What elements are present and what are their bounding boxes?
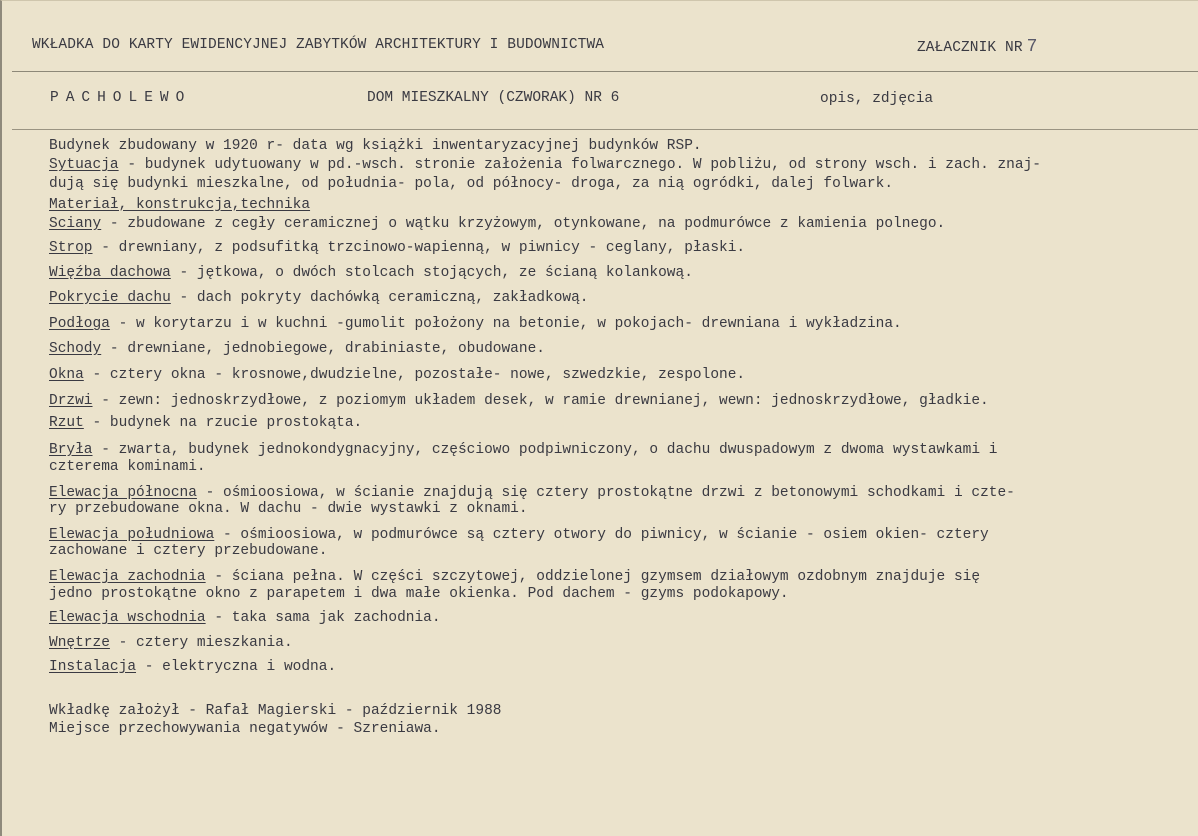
sytuacja-text: - budynek udytuowany w pd.-wsch. stronie założenia folwarcznego. W pobliżu, od strony wsch. i zach. znaj- (118, 157, 1041, 173)
building-name: DOM MIESZKALNY (CZWORAK) NR 6 (367, 90, 620, 106)
drzwi-text: - zewn: jednoskrzydłowe, z poziomym układem desek, w ramie drewnianej, wewn: jednoskrzydłowe, gładkie. (92, 393, 989, 409)
card-header (32, 37, 1172, 57)
card-title: WKŁADKA DO KARTY EWIDENCYJNEJ ZABYTKÓW ARCHITEKTURY I BUDOWNICTWA (32, 37, 605, 53)
subheader-divider (12, 129, 1198, 130)
elewacja-poludniowa-line-2: zachowane i cztery przebudowane. (49, 543, 328, 559)
wiezba-text: - jętkowa, o dwóch stolcach stojących, ze ścianą kolankową. (170, 265, 693, 281)
annex-label (917, 37, 1038, 57)
sytuacja-line-1 (49, 157, 1041, 173)
okna-text: - cztery okna - krosnowe,dwudzielne, pozostałe- nowe, szwedzkie, zespolone. (83, 367, 746, 383)
header-divider (12, 71, 1198, 72)
schody-label: Schody (49, 341, 102, 357)
wnetrze-label: Wnętrze (49, 635, 110, 651)
strop-text: - drewniany, z podsufitką trzcinowo-wapienną, w piwnicy - ceglany, płaski. (92, 240, 746, 256)
wnetrze-text: - cztery mieszkania. (109, 635, 293, 651)
footer-negatives: Miejsce przechowywania negatywów - Szreniawa. (49, 721, 441, 737)
instalacja-text: - elektryczna i wodna. (136, 659, 337, 675)
elewacja-wschodnia-label: Elewacja wschodnia (49, 610, 206, 626)
bryla-line-1 (49, 442, 997, 458)
sciany-label: Sciany (49, 216, 102, 232)
elewacja-wschodnia-text: - taka sama jak zachodnia. (205, 610, 441, 626)
instalacja-label: Instalacja (49, 659, 137, 675)
strop-line (49, 240, 745, 256)
locality-name: PACHOLEWO (50, 90, 192, 106)
wiezba-line (49, 265, 693, 281)
elewacja-zachodnia-label: Elewacja zachodnia (49, 569, 206, 585)
rzut-text: - budynek na rzucie prostokąta. (83, 415, 363, 431)
bryla-label: Bryła (49, 442, 93, 458)
intro-line: Budynek zbudowany w 1920 r- data wg książki inwentaryzacyjnej budynków RSP. (49, 138, 702, 154)
rzut-label: Rzut (49, 415, 84, 431)
podloga-text: - w korytarzu i w kuchni -gumolit położony na betonie, w pokojach- drewniana i wykładzina. (109, 316, 902, 332)
rzut-line (49, 415, 362, 431)
pokrycie-text: - dach pokryty dachówką ceramiczną, zakładkową. (170, 290, 589, 306)
drzwi-line (49, 393, 989, 409)
pokrycie-line (49, 290, 589, 306)
elewacja-zachodnia-text: - ściana pełna. W części szczytowej, oddzielonej gzymsem działowym ozdobnym znajduje się (205, 569, 981, 585)
bryla-line-2: czterema kominami. (49, 459, 206, 475)
pokrycie-label: Pokrycie dachu (49, 290, 171, 306)
sytuacja-label: Sytuacja (49, 157, 119, 173)
okna-line (49, 367, 745, 383)
sciany-line (49, 216, 945, 232)
footer-author: Wkładkę założył - Rafał Magierski - październik 1988 (49, 703, 502, 719)
elewacja-poludniowa-line-1 (49, 527, 989, 543)
wnetrze-line (49, 635, 293, 651)
drzwi-label: Drzwi (49, 393, 93, 409)
elewacja-zachodnia-line-2: jedno prostokątne okno z parapetem i dwa małe okienka. Pod dachem - gzyms podokapowy. (49, 586, 789, 602)
annex-text: ZAŁACZNIK NR (917, 40, 1023, 56)
elewacja-poludniowa-text: - ośmioosiowa, w podmurówce są cztery otwory do piwnicy, w ścianie - osiem okien- cztery (214, 527, 989, 543)
elewacja-wschodnia-line (49, 610, 441, 626)
sytuacja-line-2: dują się budynki mieszkalne, od południa- pola, od północy- droga, za nią ogródki, dalej folwark. (49, 176, 894, 192)
elewacja-polnocna-label: Elewacja północna (49, 485, 197, 501)
schody-line (49, 341, 545, 357)
elewacja-polnocna-line-1 (49, 485, 1015, 501)
elewacja-polnocna-line-2: ry przebudowane okna. W dachu - dwie wystawki z oknami. (49, 501, 528, 517)
elewacja-poludniowa-label: Elewacja południowa (49, 527, 215, 543)
elewacja-polnocna-text: - ośmioosiowa, w ścianie znajdują się cztery prostokątne drzwi z betonowymi schodkami i czte- (196, 485, 1015, 501)
section-heading (49, 197, 310, 213)
sciany-text: - zbudowane z cegły ceramicznej o wątku krzyżowym, otynkowane, na podmurówce z kamienia polnego. (101, 216, 946, 232)
elewacja-zachodnia-line-1 (49, 569, 980, 585)
bryla-text: - zwarta, budynek jednokondygnacyjny, częściowo podpiwniczony, o dachu dwuspadowym z dwoma wystawkami i (92, 442, 998, 458)
wiezba-label: Więźba dachowa (49, 265, 171, 281)
section-heading-text: Materiał, konstrukcja,technika (49, 197, 311, 213)
instalacja-line (49, 659, 336, 675)
podloga-label: Podłoga (49, 316, 110, 332)
annex-number: 7 (1026, 37, 1038, 57)
strop-label: Strop (49, 240, 93, 256)
documentation-type: opis, zdjęcia (820, 91, 934, 107)
schody-text: - drewniane, jednobiegowe, drabiniaste, obudowane. (101, 341, 545, 357)
okna-label: Okna (49, 367, 84, 383)
podloga-line (49, 316, 902, 332)
